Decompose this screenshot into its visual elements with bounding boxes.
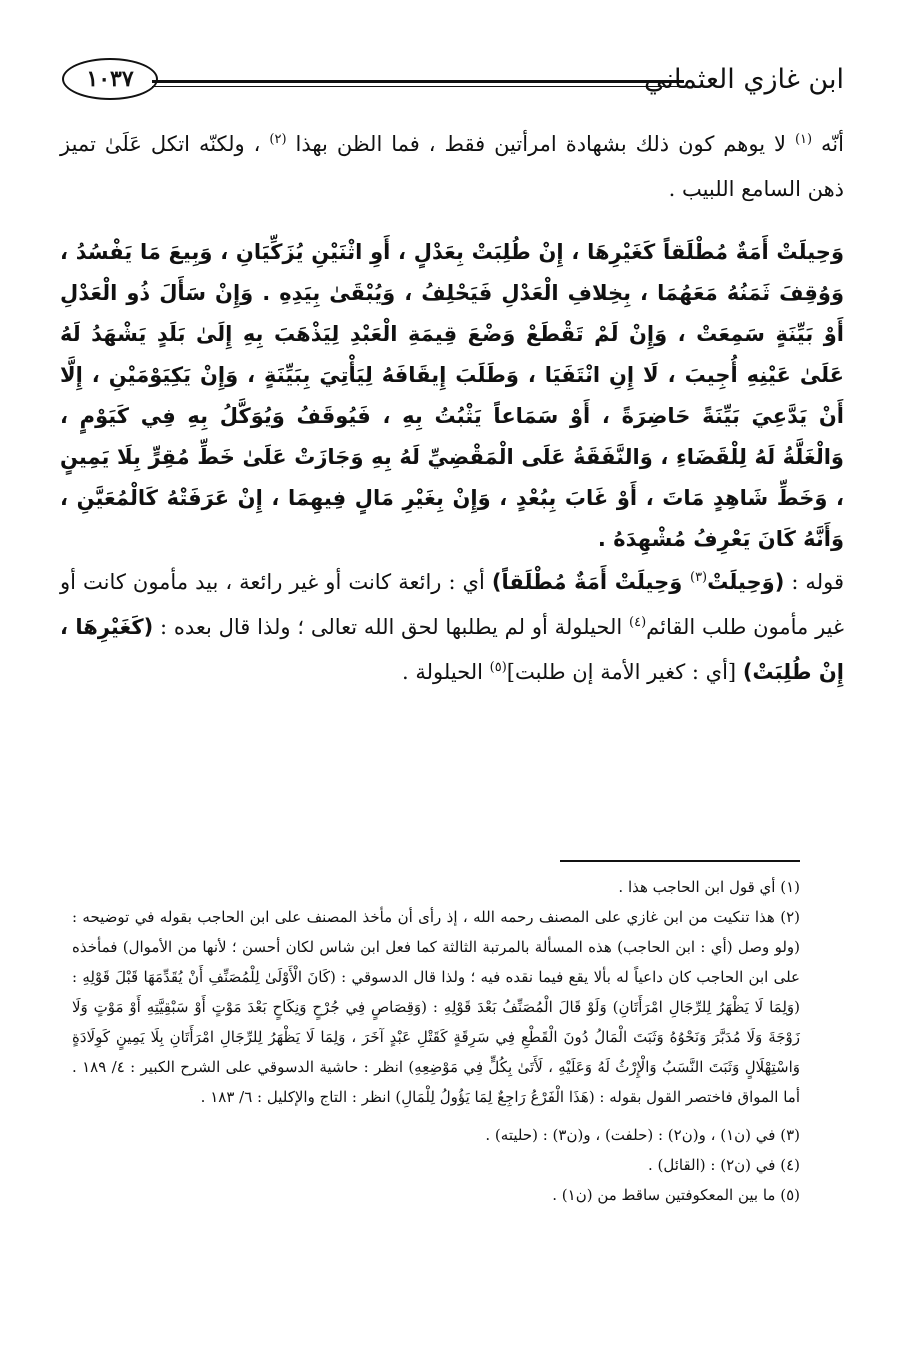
commentary-text-a: قوله : xyxy=(784,570,844,594)
footnote-2: (٢) هذا تنكيت من ابن غازي على المصنف رحمه الله ، إذ رأى أن مأخذ المصنف على ابن الحاجب بقوله في توضيحه : (ولو وصل (أي : ابن الحاجب) هذه المسألة بالمرتبة الثالثة كما فعل ابن شاس لكان أحسن ؛ لأنها من الأموال) فمأخذه على ابن الحاجب كان داعياً له بألا يقع فيما نقده فيه ؛ ولذا قال الدسوقي : (كَانَ الْأَوْلَىٰ لِلْمُصَنِّفِ أَنْ يُقَدِّمَهَا قَبْلَ قَوْلِهِ : (وَلِمَا لَا يَظْهَرُ لِلرِّجَالِ امْرَأَتَانِ) وَلَوْ قَالَ الْمُصَنِّفُ بَعْدَ قَوْلِهِ : (وَقِصَاصٍ فِي جُرْحٍ وَنِكَاحٍ بَعْدَ مَوْتٍ أَوْ سَبْقِيَّتِهِ أَوْ مَوْتٍ وَلَا زَوْجَةَ وَلَا مُدَبَّرَ وَنَحْوُهُ وَثَبَتَ الْمَالُ دُونَ الْقَطْعِ فِي سَرِقَةٍ كَقَتْلِ عَبْدٍ آخَرَ ، وَلِمَا لَا يَظْهَرُ لِلرِّجَالِ امْرَأَتَانِ بِلَا يَمِينٍ كَوِلَادَةٍ وَاسْتِهْلَالٍ وَثَبَتَ النَّسَبُ وَالْإِرْثُ لَهُ وَعَلَيْهِ ، لَأَتَىٰ بِكُلٍّ فِي مَوْضِعِهِ) انظر : حاشية الدسوقي على الشرح الكبير : ٤/ ١٨٩ . أما المواق فاختصر القول بقوله : (هَذَا الْفَرْعُ رَاجِعٌ لِمَا يَؤُولُ لِلْمَالِ) انظر : التاج والإكليل : ٦/ ١٨٣ . xyxy=(72,908,801,1106)
commentary-text-b: أي : رائعة كانت أو غير رائعة ، بيد مأمون كانت أو غير مأمون طلب القائم xyxy=(60,570,844,639)
footnote-4: (٤) في (ن٢) : (القائل) . xyxy=(647,1156,800,1174)
footnote-5: (٥) ما بين المعكوفتين ساقط من (ن١) . xyxy=(552,1186,800,1204)
intro-text-a: أنّه xyxy=(812,132,844,156)
page-number: ١٠٣٧ xyxy=(62,58,158,100)
footnotes xyxy=(72,872,800,1210)
intro-paragraph xyxy=(60,122,844,212)
footnote-1: (١) أي قول ابن الحاجب هذا . xyxy=(618,878,800,896)
matn-paragraph: وَحِيلَتْ أَمَةٌ مُطْلَقاً كَغَيْرِهَا ، إِنْ طُلِبَتْ بِعَدْلٍ ، أَوِ اثْنَيْنِ يُزَكِّيَانِ ، وَبِيعَ مَا يَفْسُدُ ، وَوُقِفَ ثَمَنُهُ مَعَهُمَا ، بِخِلافِ الْعَدْلِ فَيَحْلِفُ ، وَيُبْقَىٰ بِيَدِهِ . وَإِنْ سَأَلَ ذُو الْعَدْلِ أَوْ بَيِّنَةٍ سَمِعَتْ ، وَإِنْ لَمْ تَقْطَعْ وَضْعَ قِيمَةِ الْعَبْدِ لِيَذْهَبَ بِهِ إِلَىٰ بَلَدٍ يَشْهَدُ لَهُ عَلَىٰ عَيْنِهِ أُجِيبَ ، لَا إِنِ انْتَفَيَا ، وَطَلَبَ إِيقَافَهُ لِيَأْتِيَ بِبَيِّنَةٍ ، وَإِنْ يَكِيَوْمَيْنِ ، إِلَّا أَنْ يَدَّعِيَ بَيِّنَةً حَاضِرَةً ، أَوْ سَمَاعاً يَثْبُتُ بِهِ ، فَيُوقَفُ وَيُوَكَّلُ بِهِ فِي كَيَوْمٍ ، وَالْغَلَّةُ لَهُ لِلْقَضَاءِ ، وَالنَّفَقَةُ عَلَى الْمَقْضِيِّ لَهُ بِهِ وَجَازَتْ عَلَىٰ خَطِّ مُقِرٍّ بِلَا يَمِينٍ ، وَخَطِّ شَاهِدٍ مَاتَ ، أَوْ غَابَ بِبُعْدٍ ، وَإِنْ بِغَيْرِ مَالٍ فِيهِمَا ، إِنْ عَرَفَتْهُ كَالْمُعَيَّنِ ، وَأَنَّهُ كَانَ يَعْرِفُ مُشْهِدَهُ . xyxy=(60,240,844,551)
quoted-matn-3: (كَغَيْرِهَا ، إِنْ طُلِبَتْ) xyxy=(60,615,844,684)
quoted-matn-2: وَحِيلَتْ أَمَةٌ مُطْلَقاً) xyxy=(491,570,690,594)
footnote-ref-3: (٣) xyxy=(689,570,708,585)
commentary-text-e: الحيلولة . xyxy=(402,660,490,684)
main-text xyxy=(60,122,844,695)
commentary-paragraph xyxy=(60,560,844,695)
footnote-3: (٣) في (ن١) ، و(ن٢) : (حلفت) ، و(ن٣) : (حليته) . xyxy=(485,1126,800,1144)
commentary-text-c: الحيلولة أو لم يطلبها لحق الله تعالى ؛ ولذا قال بعده : xyxy=(153,615,630,639)
footnote-ref-1: (١) xyxy=(794,132,813,147)
running-title: ابن غازي العثماني xyxy=(643,64,844,95)
intro-text-b: لا يوهم كون ذلك بشهادة امرأتين فقط ، فما الظن بهذا xyxy=(286,132,795,156)
footnote-ref-2: (٢) xyxy=(269,132,287,147)
commentary-text-d: [أي : كغير الأمة إن طلبت] xyxy=(506,660,743,684)
footnote-separator xyxy=(560,860,800,862)
footnote-ref-4: (٤) xyxy=(629,615,647,630)
quoted-matn-1: (وَحِيلَتْ xyxy=(707,570,785,594)
footnote-ref-5: (٥) xyxy=(489,660,507,675)
intro-text-c: ، ولكنّه اتكل عَلَىٰ تميز ذهن السامع اللبيب . xyxy=(60,132,844,201)
header-rule xyxy=(152,80,684,87)
page-header xyxy=(60,56,844,116)
